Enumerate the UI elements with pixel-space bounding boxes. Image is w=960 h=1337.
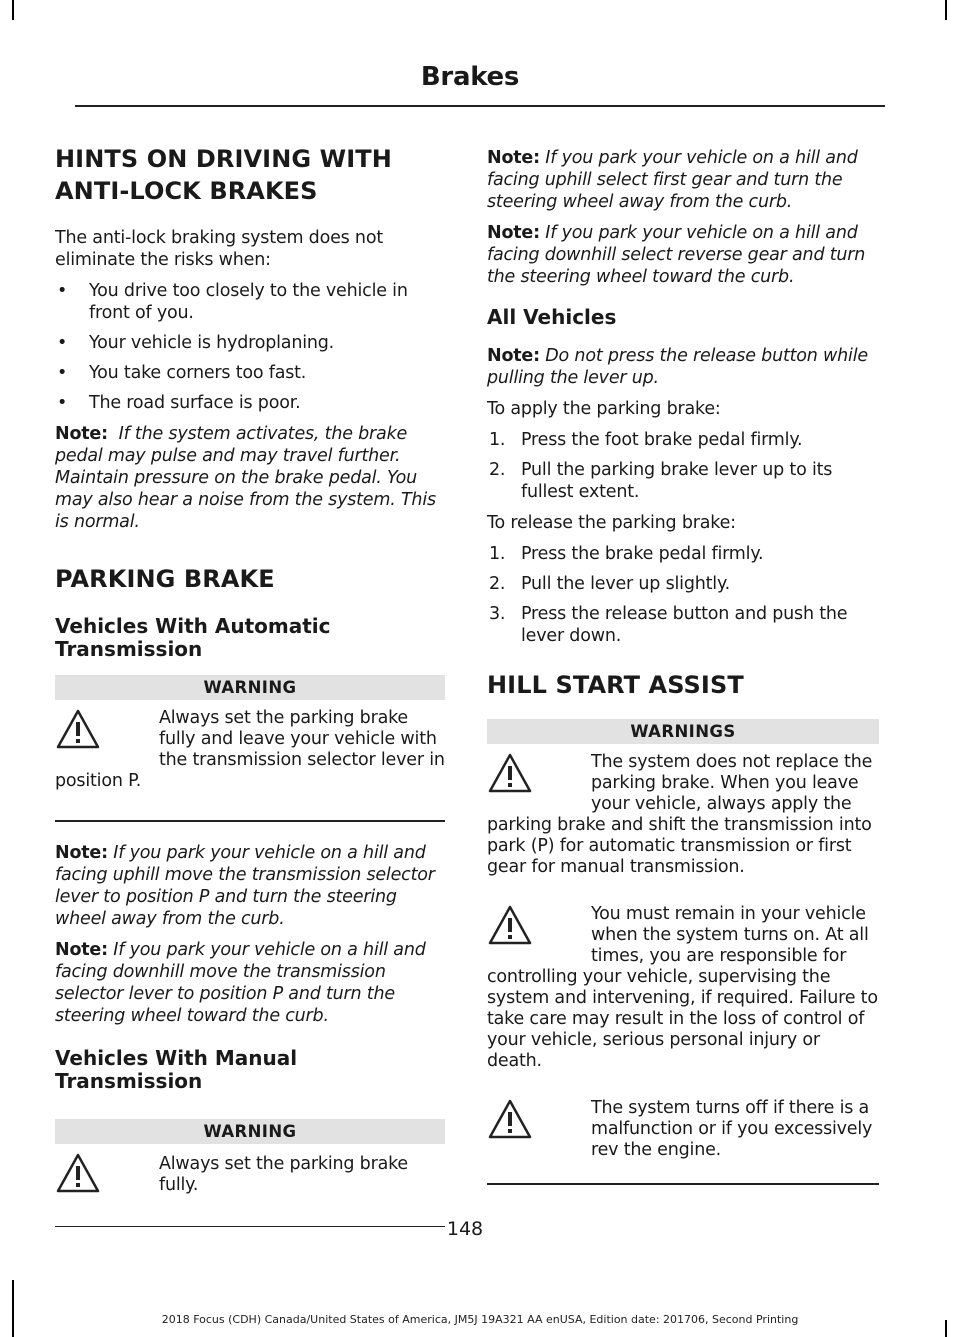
- warning-rule: [55, 820, 445, 822]
- list-item: 1. Press the foot brake pedal firmly.: [489, 430, 803, 450]
- warning-block: [487, 752, 879, 890]
- warning-rule: [487, 1183, 879, 1185]
- warning-text: You must remain in your vehicle when the system turns on. At all times, you are responsible for controlling your vehicle, supervising the system and intervening, if required. Failure to take care may result in the loss of control of your vehicle, serious personal injury or death.: [487, 904, 878, 1071]
- list-item: 2. Pull the lever up slightly.: [489, 574, 730, 594]
- heading-hill-start-assist: HILL START ASSIST: [487, 671, 744, 699]
- apply-intro: To apply the parking brake:: [487, 399, 721, 419]
- manual-note-uphill: Note: If you park your vehicle on a hill and facing uphill select first gear and turn the steering wheel away from the curb.: [487, 148, 858, 212]
- list-item: • You drive too closely to the vehicle in front of you.: [57, 281, 408, 323]
- header-rule: [75, 105, 885, 107]
- heading-parking-brake: PARKING BRAKE: [55, 565, 275, 593]
- abs-intro: The anti-lock braking system does not eliminate the risks when:: [55, 228, 383, 270]
- release-steps: [487, 543, 879, 647]
- abs-risk-list: [55, 280, 445, 414]
- warnings-header: WARNINGS: [487, 719, 879, 744]
- list-item: • Your vehicle is hydroplaning.: [57, 333, 335, 353]
- warning-triangle-icon: [487, 904, 539, 952]
- subheading-automatic: Vehicles With Automatic Transmission: [55, 614, 331, 661]
- warning-text: Always set the parking brake fully and leave your vehicle with the transmission selector lever in position P.: [55, 708, 445, 791]
- list-item: 1. Press the brake pedal firmly.: [489, 544, 764, 564]
- warning-header: WARNING: [55, 675, 445, 700]
- warning-text: The system does not replace the parking brake. When you leave your vehicle, always apply the parking brake and shift the transmission into park (P) for automatic transmission or first gear for manual transmission.: [487, 752, 873, 877]
- manual-note-downhill: Note: If you park your vehicle on a hill and facing downhill select reverse gear and turn the steering wheel toward the curb.: [487, 223, 866, 287]
- warning-block: [487, 904, 879, 1084]
- list-item: • You take corners too fast.: [57, 363, 307, 383]
- auto-note-uphill: Note: If you park your vehicle on a hill and facing uphill move the transmission selector lever to position P and turn the steering wheel away from the curb.: [55, 842, 435, 929]
- subheading-manual: Vehicles With Manual Transmission: [55, 1045, 298, 1093]
- warning-triangle-icon: [55, 1152, 107, 1200]
- warning-header: WARNING: [55, 1119, 445, 1144]
- warning-block: [487, 1098, 879, 1173]
- warning-block: [55, 1152, 445, 1216]
- warning-text: The system turns off if there is a malfunction or if you excessively rev the engine.: [591, 1098, 873, 1160]
- auto-note-downhill: Note: If you park your vehicle on a hill and facing downhill move the transmission selector lever to position P and turn the steering wheel toward the curb.: [55, 939, 426, 1026]
- apply-steps: [487, 429, 879, 503]
- warning-block: [55, 708, 445, 804]
- right-column: [487, 147, 879, 1205]
- list-item: 2. Pull the parking brake lever up to its fullest extent.: [489, 460, 833, 502]
- crop-mark-bottom-left-v: [12, 1280, 14, 1337]
- warning-triangle-icon: [487, 1098, 539, 1146]
- list-item: • The road surface is poor.: [57, 393, 301, 413]
- warning-text: Always set the parking brake fully.: [159, 1153, 408, 1195]
- page-number: 148: [446, 1218, 484, 1240]
- warning-triangle-icon: [487, 752, 539, 800]
- subheading-all-vehicles: All Vehicles: [487, 305, 617, 329]
- release-intro: To release the parking brake:: [487, 513, 736, 533]
- warning-triangle-icon: [55, 708, 107, 756]
- list-item: 3. Press the release button and push the lever down.: [489, 604, 848, 646]
- heading-hints-abs: HINTS ON DRIVING WITH ANTI-LOCK BRAKES: [55, 145, 392, 205]
- page-header-title: Brakes: [420, 62, 519, 92]
- footer-edition: 2018 Focus (CDH) Canada/United States of America, JM5J 19A321 AA enUSA, Edition date: 201706, Second Printing: [161, 1313, 799, 1326]
- crop-mark-top-right-v: [945, 0, 947, 20]
- crop-mark-top-left-v: [12, 0, 14, 20]
- abs-note: Note: If the system activates, the brake pedal may pulse and may travel further. Maintain pressure on the brake pedal. You may also hear a noise from the system. This is normal.: [55, 424, 436, 532]
- left-column: [55, 143, 445, 1247]
- all-note-release: Note: Do not press the release button while pulling the lever up.: [487, 346, 868, 388]
